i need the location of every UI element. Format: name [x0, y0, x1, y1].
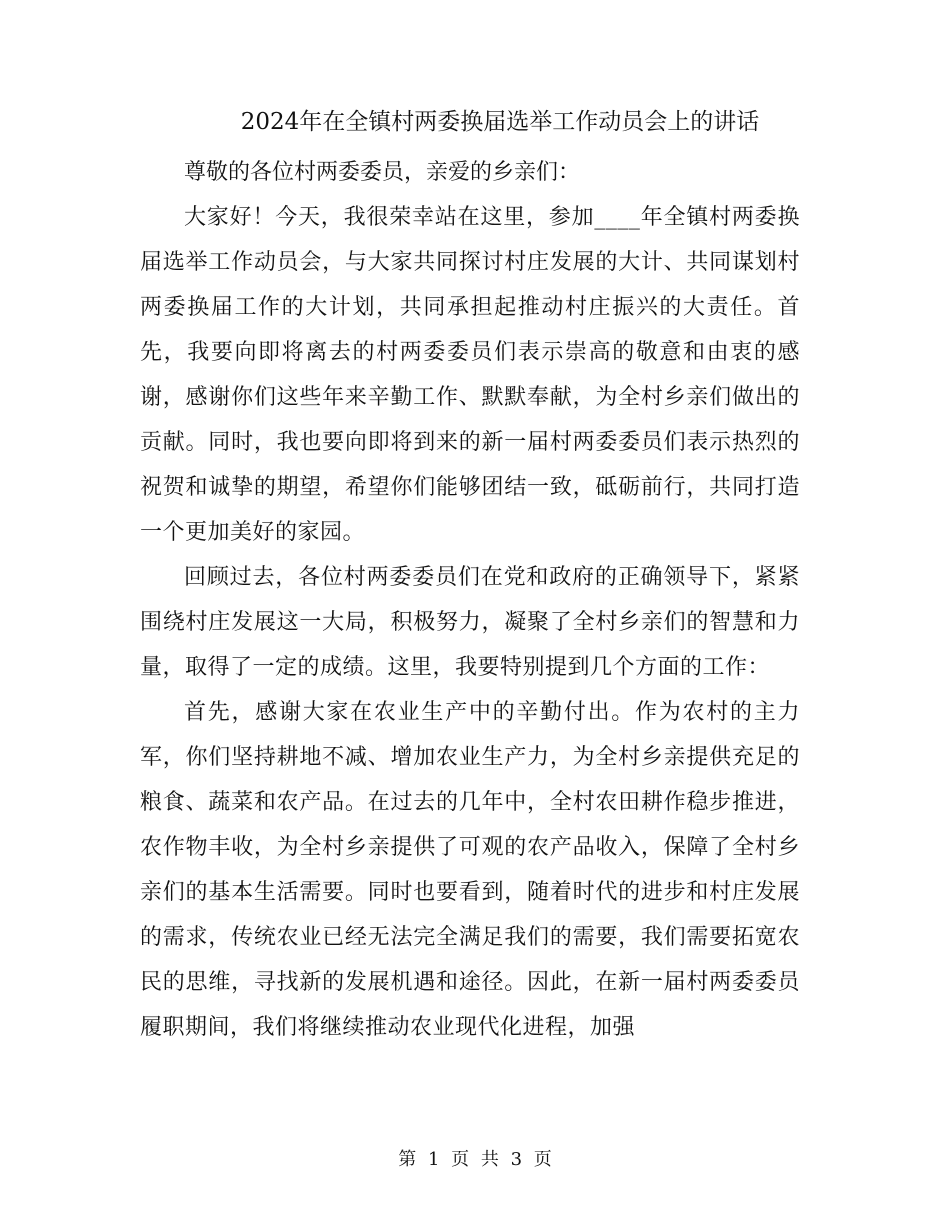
document-title: 2024年在全镇村两委换届选举工作动员会上的讲话 — [240, 109, 760, 135]
paragraph-opening: 大家好！今天，我很荣幸站在这里，参加____年全镇村两委换届选举工作动员会，与大家共同探讨村庄发展的大计、共同谋划村两委换届工作的大计划，共同承担起推动村庄振兴的大责任。首先，我要向即将离去的村两委委员们表示崇高的敬意和由衷的感谢，感谢你们这些年来辛勤工作、默默奉献，为全村乡亲们做出的贡献。同时，我也要向即将到来的新一届村两委委员们表示热烈的祝贺和诚挚的期望，希望你们能够团结一致，砥砺前行，共同打造一个更加美好的家园。 — [140, 205, 800, 545]
paragraph-review: 回顾过去，各位村两委委员们在党和政府的正确领导下，紧紧围绕村庄发展这一大局，积极努力，凝聚了全村乡亲们的智慧和力量，取得了一定的成绩。这里，我要特别提到几个方面的工作： — [140, 565, 800, 680]
document-body — [140, 150, 800, 1050]
salutation: 尊敬的各位村两委委员，亲爱的乡亲们： — [184, 160, 581, 185]
paragraph-agriculture: 首先，感谢大家在农业生产中的辛勤付出。作为农村的主力军，你们坚持耕地不减、增加农业生产力，为全村乡亲提供充足的粮食、蔬菜和农产品。在过去的几年中，全村农田耕作稳步推进，农作物丰收，为全村乡亲提供了可观的农产品收入，保障了全村乡亲们的基本生活需要。同时也要看到，随着时代的进步和村庄发展的需求，传统农业已经无法完全满足我们的需要，我们需要拓宽农民的思维，寻找新的发展机遇和途径。因此，在新一届村两委委员履职期间，我们将继续推动农业现代化进程，加强 — [140, 700, 800, 1040]
page-number-footer: 第 1 页 共 3 页 — [398, 1149, 552, 1170]
